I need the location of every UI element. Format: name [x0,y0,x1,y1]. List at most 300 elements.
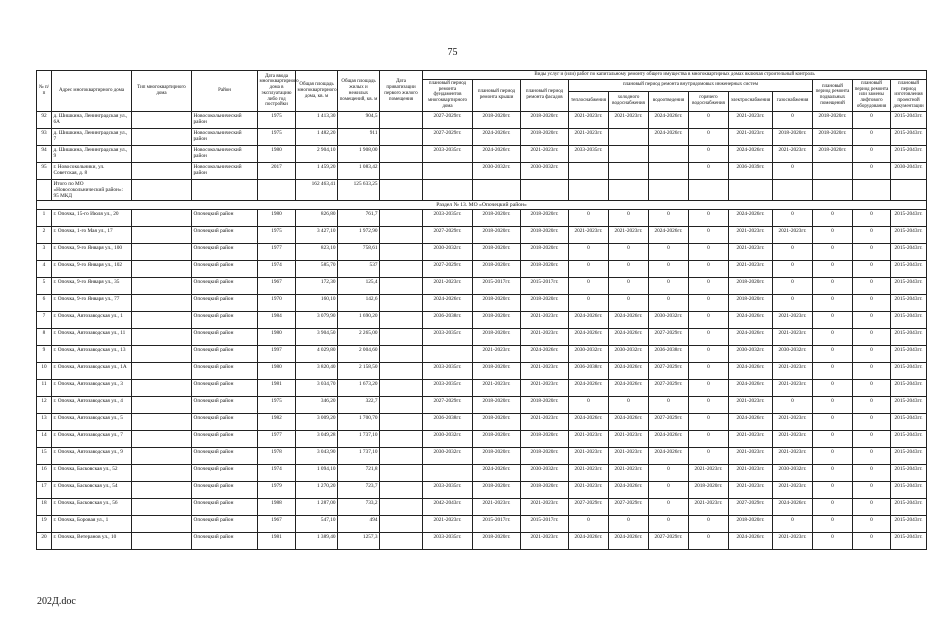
cell-year: 2017 [258,162,296,179]
cell-cold: 2027-2029гг. [609,499,649,516]
table-row [37,261,927,278]
cell-total: 1 287,00 [296,499,338,516]
cell-roof: 2018-2020гг. [473,295,521,312]
cell-privatization [380,533,423,550]
cell-num: 7 [37,312,52,329]
total-label: Итого по МО «Новосокольнический район»: 95 МКД [52,179,132,200]
cell-year: 1974 [258,261,296,278]
cell-design: 2015-2043гг. [891,111,927,128]
cell-house-type [132,329,192,346]
cell-design: 2015-2043гг. [891,516,927,533]
cell-living: 2 158,50 [338,363,380,380]
cell-heat: 0 [569,244,609,261]
cell-design: 2015-2043гг. [891,145,927,162]
cell-foundation: 2033-2035гг. [423,210,473,227]
cell-sewer: 2027-2029гг. [649,414,689,431]
cell-gas: 2021-2023гг. [773,145,813,162]
cell-district: Опочецкий район [192,482,258,499]
cell-living: 1 908,00 [338,145,380,162]
cell-num: 94 [37,145,52,162]
cell-heat: 2021-2023гг. [569,128,609,145]
cell-hot: 0 [689,227,729,244]
cell-privatization [380,397,423,414]
cell-basement: 0 [813,533,853,550]
cell-living: 2 265,00 [338,329,380,346]
cell-gas: 2021-2023гг. [773,380,813,397]
cell-roof: 2018-2020гг. [473,533,521,550]
cell-total: 1 413,30 [296,111,338,128]
cell-num: 8 [37,329,52,346]
cell-electric: 2021-2023гг. [729,397,773,414]
cell-roof: 2021-2023гг. [473,499,521,516]
cell-privatization [380,346,423,363]
cell-living: 537 [338,261,380,278]
cell-design: 2015-2043гг. [891,227,927,244]
cell-foundation: 2036-2038гг. [423,414,473,431]
cell-cold: 2024-2026гг. [609,482,649,499]
table-body-bottom [37,210,927,550]
cell-address: г. Опочка, 9-го Января ул., 77 [52,295,132,312]
living-area-sum: 125 633,25 [338,179,380,200]
cell-roof: 2024-2026гг. [473,128,521,145]
cell-house-type [132,499,192,516]
cell-living: 1 737,10 [338,431,380,448]
cell-address: г. Опочка, 9-го Января ул., 100 [52,244,132,261]
cell-living: 1 083,42 [338,162,380,179]
cell-total: 547,10 [296,516,338,533]
cell-heat: 0 [569,397,609,414]
cell-facade: 2021-2023гг. [521,499,569,516]
cell-total: 4 029,80 [296,346,338,363]
header-district: Район [192,71,258,112]
cell-hot: 0 [689,111,729,128]
cell-roof: 2018-2020гг. [473,448,521,465]
cell-heat: 0 [569,295,609,312]
cell-district: Новосокольнический район [192,145,258,162]
table-row [37,346,927,363]
cell-elevator: 0 [853,128,891,145]
cell-year: 1981 [258,380,296,397]
cell-foundation: 2036-2038гг. [423,312,473,329]
table-row [37,431,927,448]
cell-living: 2 004,60 [338,346,380,363]
cell-elevator: 0 [853,397,891,414]
cell-house-type [132,516,192,533]
cell-house-type [132,312,192,329]
cell-roof: 2018-2020гг. [473,312,521,329]
cell-cold [609,162,649,179]
cell-privatization [380,261,423,278]
cell-cold: 0 [609,278,649,295]
cell-basement: 0 [813,295,853,312]
cell-roof: 2015-2017гг. [473,278,521,295]
cell-foundation: 2030-2032гг. [423,448,473,465]
cell-hot: 0 [689,244,729,261]
table-row [37,162,927,179]
cell-privatization [380,210,423,227]
cell-sewer: 2027-2029гг. [649,363,689,380]
cell-cold: 2024-2026гг. [609,363,649,380]
cell-sewer: 0 [649,244,689,261]
cell-privatization [380,380,423,397]
table-row [37,312,927,329]
cell-sewer: 2036-2038гг. [649,346,689,363]
cell-basement: 0 [813,363,853,380]
cell-elevator: 0 [853,380,891,397]
cell-district: Опочецкий район [192,363,258,380]
cell-roof: 2018-2020гг. [473,261,521,278]
cell-sewer: 2024-2026гг. [649,227,689,244]
cell-foundation: 2030-2032гг. [423,244,473,261]
cell-num: 3 [37,244,52,261]
table-row [37,111,927,128]
cell-gas: 0 [773,162,813,179]
cell-hot: 0 [689,261,729,278]
cell-num: 4 [37,261,52,278]
cell-electric: 2024-2026гг. [729,380,773,397]
cell-cold: 2021-2023гг. [609,111,649,128]
cell-facade: 2015-2017гг. [521,516,569,533]
cell-gas: 2021-2023гг. [773,533,813,550]
cell-electric: 2024-2026гг. [729,210,773,227]
cell-privatization [380,111,423,128]
cell-heat: 2036-2038гг. [569,363,609,380]
cell-heat: 2021-2023гг. [569,448,609,465]
cell-electric: 2021-2023гг. [729,227,773,244]
cell-house-type [132,295,192,312]
cell-foundation: 2033-2035гг. [423,145,473,162]
cell-num: 12 [37,397,52,414]
cell-year: 1967 [258,516,296,533]
cell-elevator: 0 [853,162,891,179]
cell-roof: 2024-2026гг. [473,145,521,162]
cell-address: г. Опочка, Басковская ул., 52 [52,465,132,482]
cell-electric: 2021-2023гг. [729,465,773,482]
cell-gas: 0 [773,295,813,312]
cell-foundation: 2027-2029гг. [423,111,473,128]
cell-living: 1257,3 [338,533,380,550]
cell-year: 1980 [258,145,296,162]
cell-roof: 2021-2023гг. [473,380,521,397]
cell-elevator: 0 [853,261,891,278]
cell-facade: 2018-2020гг. [521,482,569,499]
cell-roof: 2018-2020гг. [473,244,521,261]
cell-foundation: 2027-2029гг. [423,397,473,414]
cell-sewer: 0 [649,516,689,533]
header-year: Дата ввода многоквартирного дома в эксплуатацию либо год постройки [258,71,296,112]
table-row [37,448,927,465]
cell-address: г. Опочка, 9-го Января ул., 102 [52,261,132,278]
cell-elevator: 0 [853,145,891,162]
cell-design: 2015-2043гг. [891,431,927,448]
cell-total: 3 820,40 [296,363,338,380]
cell-gas: 2021-2023гг. [773,363,813,380]
cell-address: г. Опочка, 9-го Января ул., 35 [52,278,132,295]
cell-house-type [132,533,192,550]
cell-address: г. Опочка, 1-го Мая ул., 17 [52,227,132,244]
cell-elevator: 0 [853,482,891,499]
cell-cold: 0 [609,261,649,278]
cell-cold [609,145,649,162]
header-elevator: плановый период ремонта или замены лифтового оборудования [853,79,891,111]
cell-design: 2030-2043гг. [891,162,927,179]
cell-facade: 2018-2020гг. [521,397,569,414]
cell-privatization [380,162,423,179]
cell-num: 92 [37,111,52,128]
cell-district: Опочецкий район [192,261,258,278]
cell-hot: 0 [689,162,729,179]
header-design: плановый период изготовления проектной документации [891,79,927,111]
cell-house-type [132,227,192,244]
cell-facade: 2018-2020гг. [521,244,569,261]
cell-house-type [132,261,192,278]
cell-living: 904,5 [338,111,380,128]
table-row [37,363,927,380]
cell-num: 10 [37,363,52,380]
cell-living: 758,61 [338,244,380,261]
cell-roof: 2018-2020гг. [473,414,521,431]
cell-electric: 2024-2026гг. [729,312,773,329]
cell-hot: 0 [689,414,729,431]
cell-total: 826,80 [296,210,338,227]
cell-heat: 2027-2029гг. [569,499,609,516]
cell-living: 911 [338,128,380,145]
cell-basement: 0 [813,465,853,482]
cell-cold: 2021-2023гг. [609,227,649,244]
cell-total: 2 904,10 [296,145,338,162]
cell-elevator: 0 [853,227,891,244]
cell-heat: 2024-2026гг. [569,329,609,346]
cell-district: Опочецкий район [192,431,258,448]
cell-year: 1977 [258,431,296,448]
cell-year: 1975 [258,111,296,128]
cell-district: Опочецкий район [192,227,258,244]
cell-heat: 0 [569,278,609,295]
cell-heat: 2021-2023гг. [569,482,609,499]
cell-hot: 0 [689,516,729,533]
cell-heat: 0 [569,261,609,278]
cell-electric: 2030-2032гг. [729,346,773,363]
header-facade: плановый период ремонта фасадов [521,79,569,111]
header-internal-group: плановый период ремонта внутридомовых инженерных систем [569,79,813,91]
cell-year: 1997 [258,346,296,363]
cell-privatization [380,431,423,448]
cell-cold: 2024-2026гг. [609,380,649,397]
cell-living: 1 737,10 [338,448,380,465]
cell-heat: 2024-2026гг. [569,414,609,431]
header-house-type: Тип многоквартирного дома [132,71,192,112]
table-row [37,414,927,431]
cell-basement: 0 [813,397,853,414]
cell-elevator: 0 [853,210,891,227]
cell-district: Опочецкий район [192,414,258,431]
cell-design: 2015-2043гг. [891,499,927,516]
cell-facade: 2030-2032гг. [521,465,569,482]
cell-sewer [649,162,689,179]
cell-district: Опочецкий район [192,465,258,482]
cell-gas: 2021-2023гг. [773,227,813,244]
cell-living: 125,4 [338,278,380,295]
cell-basement: 2018-2020гг. [813,128,853,145]
cell-basement [813,162,853,179]
header-roof: плановый период ремонта крыши [473,79,521,111]
cell-roof: 2018-2020гг. [473,482,521,499]
cell-total: 346,20 [296,397,338,414]
cell-address: д. Шишкина, Ленинградская ул., 7 [52,128,132,145]
cell-facade: 2021-2023гг. [521,329,569,346]
cell-cold: 2024-2026гг. [609,414,649,431]
cell-privatization [380,329,423,346]
cell-design: 2015-2043гг. [891,363,927,380]
cell-address: г. Опочка, Автозаводская ул., 13 [52,346,132,363]
cell-design: 2015-2043гг. [891,295,927,312]
cell-sewer: 0 [649,278,689,295]
cell-electric: 2024-2026гг. [729,145,773,162]
total-row-group [37,179,927,210]
cell-gas: 0 [773,516,813,533]
cell-roof: 2021-2023гг. [473,346,521,363]
cell-privatization [380,499,423,516]
cell-hot: 0 [689,533,729,550]
cell-electric: 2018-2020гг. [729,516,773,533]
cell-year: 1980 [258,210,296,227]
cell-roof: 2018-2020гг. [473,329,521,346]
cell-cold: 0 [609,397,649,414]
cell-sewer: 0 [649,499,689,516]
cell-elevator: 0 [853,465,891,482]
cell-electric: 2021-2023гг. [729,431,773,448]
cell-address: д. Шишкина, Ленинградская ул., 6А [52,111,132,128]
cell-year: 1975 [258,227,296,244]
cell-num: 2 [37,227,52,244]
cell-elevator: 0 [853,516,891,533]
cell-num: 17 [37,482,52,499]
cell-district: Опочецкий район [192,448,258,465]
cell-gas: 0 [773,244,813,261]
cell-gas: 2018-2020гг. [773,128,813,145]
cell-gas: 0 [773,111,813,128]
cell-total: 1 094,10 [296,465,338,482]
cell-privatization [380,278,423,295]
cell-num: 16 [37,465,52,482]
cell-district: Опочецкий район [192,499,258,516]
cell-year: 1974 [258,465,296,482]
cell-year: 1967 [258,278,296,295]
cell-cold: 2021-2023гг. [609,465,649,482]
cell-district: Новосокольнический район [192,128,258,145]
cell-living: 142,6 [338,295,380,312]
cell-address: г. Опочка, Автозаводская ул., 3 [52,380,132,397]
cell-gas: 2024-2026гг. [773,499,813,516]
header-total-area: Общая площадь многоквартирного дома, кв. м [296,71,338,112]
cell-sewer: 2027-2029гг. [649,329,689,346]
total-row [37,179,927,200]
table-row [37,295,927,312]
cell-foundation: 2030-2032гг. [423,431,473,448]
cell-electric: 2021-2023гг. [729,244,773,261]
cell-hot: 2018-2020гг. [689,482,729,499]
cell-num: 6 [37,295,52,312]
cell-address: г. Опочка, Боровая ул., 1 [52,516,132,533]
page-number: 75 [447,47,458,58]
cell-foundation [423,465,473,482]
cell-facade: 2018-2020гг. [521,210,569,227]
cell-district: Опочецкий район [192,278,258,295]
table-row [37,227,927,244]
cell-district: Новосокольнический район [192,111,258,128]
cell-basement: 0 [813,261,853,278]
cell-district: Опочецкий район [192,533,258,550]
cell-gas: 2021-2023гг. [773,329,813,346]
cell-house-type [132,397,192,414]
cell-facade: 2018-2020гг. [521,261,569,278]
cell-privatization [380,465,423,482]
cell-elevator: 0 [853,533,891,550]
cell-house-type [132,278,192,295]
cell-roof: 2018-2020гг. [473,363,521,380]
cell-electric: 2021-2023гг. [729,261,773,278]
cell-hot: 0 [689,145,729,162]
cell-cold: 2021-2023гг. [609,431,649,448]
cell-num: 1 [37,210,52,227]
cell-address: г. Опочка, Автозаводская ул., 5 [52,414,132,431]
cell-privatization [380,295,423,312]
cell-privatization [380,128,423,145]
cell-num: 11 [37,380,52,397]
cell-cold: 2024-2026гг. [609,533,649,550]
cell-design: 2015-2043гг. [891,244,927,261]
cell-hot: 0 [689,295,729,312]
cell-district: Опочецкий район [192,380,258,397]
cell-gas: 2030-2032гг. [773,465,813,482]
cell-hot: 0 [689,128,729,145]
cell-gas: 2021-2023гг. [773,448,813,465]
cell-house-type [132,244,192,261]
cell-total: 3 904,50 [296,329,338,346]
cell-num: 9 [37,346,52,363]
cell-heat [569,162,609,179]
cell-electric: 2018-2020гг. [729,278,773,295]
cell-year: 1975 [258,128,296,145]
cell-address: г. Опочка, 15-го Июля ул., 20 [52,210,132,227]
table-row [37,482,927,499]
cell-total: 3 079,90 [296,312,338,329]
cell-sewer: 2030-2032гг. [649,312,689,329]
cell-year: 1981 [258,533,296,550]
cell-privatization [380,363,423,380]
cell-cold: 0 [609,244,649,261]
section-title: Раздел № 13. МО «Опочецкий район» [37,200,927,209]
cell-roof: 2015-2017гг. [473,516,521,533]
cell-elevator: 0 [853,312,891,329]
cell-year: 1980 [258,363,296,380]
cell-sewer: 2024-2026гг. [649,431,689,448]
header-privatization-date: Дата приватизации первого жилого помещения [380,71,423,112]
cell-facade: 2021-2023гг. [521,312,569,329]
cell-facade: 2030-2032гг. [521,162,569,179]
cell-electric: 2027-2029гг. [729,499,773,516]
cell-design: 2015-2043гг. [891,261,927,278]
cell-foundation: 2033-2035гг. [423,363,473,380]
cell-electric: 2021-2023гг. [729,448,773,465]
cell-year: 1984 [258,312,296,329]
cell-basement: 0 [813,227,853,244]
cell-gas: 0 [773,278,813,295]
cell-house-type [132,363,192,380]
cell-basement: 0 [813,210,853,227]
header-living-area: Общая площадь жилых и нежилых помещений, кв. м [338,71,380,112]
cell-heat: 0 [569,210,609,227]
